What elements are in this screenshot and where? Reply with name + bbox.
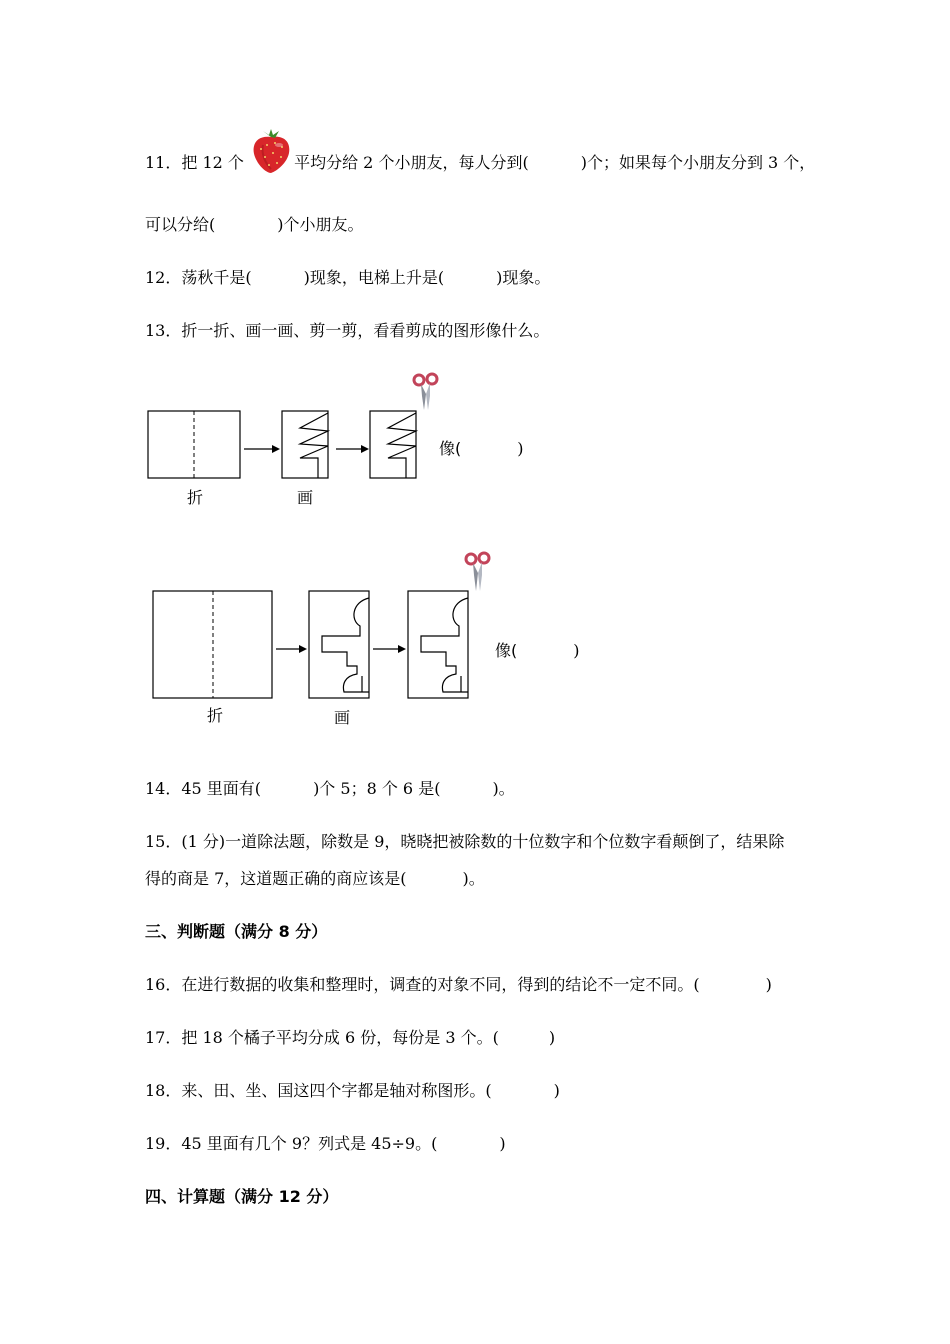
fold-label-2: 折 <box>207 706 224 725</box>
answer-open-1: 像( <box>439 439 462 458</box>
q16-close: ) <box>765 975 772 994</box>
q19-text: 19．45 里面有几个 9？列式是 45÷9。( <box>145 1134 438 1153</box>
fold-label-1: 折 <box>187 488 204 507</box>
q12-text-a: 12．荡秋千是( <box>145 268 252 287</box>
arrow-right-icon <box>276 645 307 653</box>
q12-text-c: )现象。 <box>496 268 551 287</box>
answer-close-2: ) <box>573 641 580 660</box>
q18-line <box>145 1080 560 1102</box>
q16-line <box>145 974 772 996</box>
q11-line2-end: )个小朋友。 <box>277 215 364 234</box>
draw-paper-2 <box>309 591 369 698</box>
q11-text-mid: 平均分给 2 个小朋友，每人分到( <box>294 153 529 172</box>
q14-line <box>145 778 515 800</box>
cut-paper-2 <box>408 591 468 698</box>
q12-text-b: )现象，电梯上升是( <box>303 268 445 287</box>
q14-text-c: )。 <box>492 779 515 798</box>
arrow-right-icon <box>373 645 406 653</box>
q13-prompt: 13．折一折、画一画、剪一剪，看看剪成的图形像什么。 <box>145 321 550 340</box>
section-4-heading: 四、计算题（满分 12 分） <box>145 1187 339 1206</box>
q15-line2 <box>145 868 485 890</box>
q14-text-a: 14．45 里面有( <box>145 779 262 798</box>
q15-text-a: 得的商是 7，这道题正确的商应该是( <box>145 869 407 888</box>
q15-line1: 15．(1 分)一道除法题，除数是 9，晓晓把被除数的十位数字和个位数字看颠倒了，结果除 <box>145 832 785 851</box>
answer-open-2: 像( <box>495 641 518 660</box>
q17-line <box>145 1027 555 1049</box>
answer-close-1: ) <box>517 439 524 458</box>
q13-answer-2 <box>495 638 580 661</box>
draw-label-1: 画 <box>297 488 314 507</box>
q18-close: ) <box>553 1081 560 1100</box>
q11-text-start: 11．把 12 个 <box>145 153 244 172</box>
q16-text: 16．在进行数据的收集和整理时，调查的对象不同，得到的结论不一定不同。( <box>145 975 700 994</box>
q15-text-b: )。 <box>462 869 485 888</box>
q11-text-end: )个；如果每个小朋友分到 3 个， <box>580 153 816 172</box>
scissors-icon <box>466 553 489 591</box>
q18-text: 18．来、田、坐、国这四个字都是轴对称图形。( <box>145 1081 492 1100</box>
q14-text-b: )个 5；8 个 6 是( <box>313 779 441 798</box>
draw-label-2: 画 <box>334 708 351 727</box>
q17-close: ) <box>548 1028 556 1047</box>
q17-text: 17．把 18 个橘子平均分成 6 份，每份是 3 个。( <box>145 1028 499 1047</box>
section-3-heading: 三、判断题（满分 8 分） <box>145 922 328 941</box>
q19-line <box>145 1133 506 1155</box>
q19-close: ) <box>499 1134 506 1153</box>
q11-line2-start: 可以分给( <box>145 215 216 234</box>
